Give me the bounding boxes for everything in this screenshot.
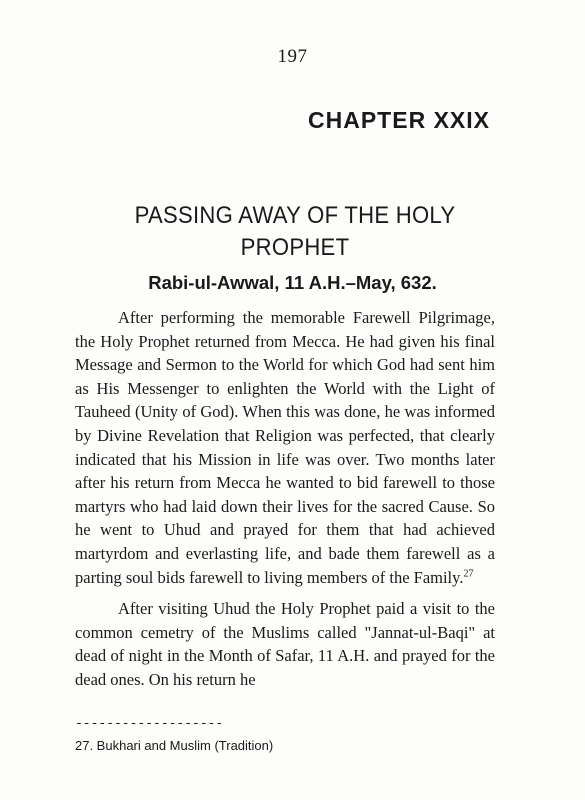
chapter-title — [93, 200, 498, 264]
footnote: 27. Bukhari and Muslim (Tradition) — [75, 738, 274, 753]
footnote-marker: 27 — [463, 568, 474, 580]
chapter-title-line-2: PROPHET — [240, 234, 350, 261]
date-subheading: Rabi-ul-Awwal, 11 A.H.–May, 632. — [148, 272, 437, 293]
body-text — [75, 306, 495, 700]
paragraph-1 — [75, 306, 495, 589]
page-number: 197 — [277, 46, 308, 67]
chapter-heading: CHAPTER XXIX — [308, 107, 490, 133]
paragraph-2: After visiting Uhud the Holy Prophet paid a visit to the common cemetry of the Muslims called "Jannat-ul-Baqi" at dead of night in the Month of Safar, 11 A.H. and prayed for the dead ones. On his return he — [75, 599, 495, 689]
footnote-divider: ------------------- — [75, 716, 224, 731]
chapter-title-line-1: PASSING AWAY OF THE HOLY — [134, 202, 456, 229]
paragraph-1-text: After performing the memorable Farewell Pilgrimage, the Holy Prophet returned from Mecca. He had given his final Message and Sermon to the World for which God had sent him as His Messenger to enlighten the World with the Light of Tauheed (Unity of God). When this was done, he was informed by Divine Revelation that Religion was perfected, that clearly indicated that his Mission in life was over. Two months later after his return from Mecca he wanted to bid farewell to those martyrs who had laid down their lives for the sacred Cause. So he went to Uhud and prayed for them that had achieved martyrdom and everlasting life, and bade them farewell as a parting soul bids farewell to living members of the Family. — [75, 308, 495, 587]
